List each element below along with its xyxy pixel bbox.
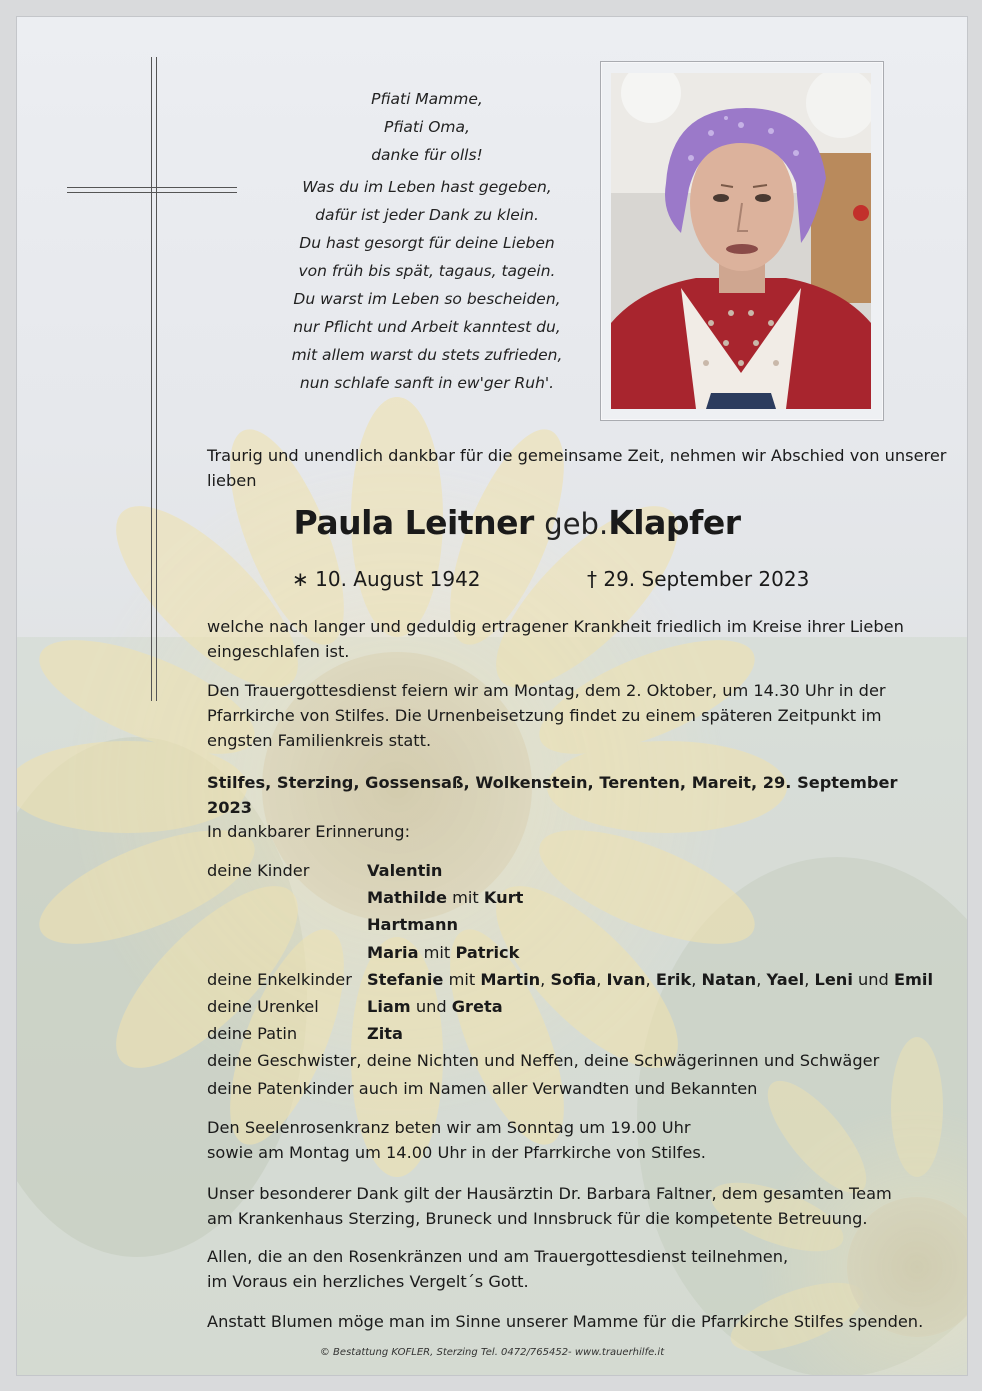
family-member: Yael xyxy=(766,969,805,989)
family-label: deine Patin xyxy=(207,1024,298,1044)
thanks-line: am Krankenhaus Sterzing, Bruneck und Innsbruck für die kompetente Betreuung. xyxy=(207,1209,868,1228)
poem-stanza-1 xyxy=(267,85,587,169)
places-date: Stilfes, Sterzing, Gossensaß, Wolkenstein, Terenten, Mareit, 29. September 2023 xyxy=(207,773,898,817)
rosary-line: Den Seelenrosenkranz beten wir am Sonntag um 19.00 Uhr xyxy=(207,1118,691,1137)
family-row-enkel xyxy=(207,966,947,993)
family-member: Sofia xyxy=(550,969,597,989)
family-label: deine Urenkel xyxy=(207,996,319,1016)
family-row-kinder xyxy=(207,857,947,884)
family-row xyxy=(207,911,947,938)
poem-line: Du warst im Leben so bescheiden, xyxy=(293,290,561,308)
poem xyxy=(267,85,587,401)
cross-vertical-bar xyxy=(151,57,157,701)
maiden-prefix: geb. xyxy=(544,507,609,541)
vergelts-line: Allen, die an den Rosenkränzen und am Trauergottesdienst teilnehmen, xyxy=(207,1247,789,1266)
vergelts-text xyxy=(207,1244,947,1294)
family-connector: , xyxy=(756,969,762,989)
family-connector: , xyxy=(540,969,546,989)
rosary-text xyxy=(207,1115,947,1165)
poem-line: von früh bis spät, tagaus, tagein. xyxy=(298,262,556,280)
family-member: Leni xyxy=(814,969,853,989)
family-text: deine Patenkinder auch im Namen aller Verwandten und Bekannten xyxy=(207,1078,758,1098)
footer-credit: © Bestattung KOFLER, Sterzing Tel. 0472/765452- www.trauerhilfe.it xyxy=(319,1347,665,1358)
family-connector: mit xyxy=(448,969,476,989)
family-row-patenkinder xyxy=(207,1075,947,1102)
family-member: Kurt xyxy=(483,888,524,908)
family-row xyxy=(207,939,947,966)
family-row-geschwister xyxy=(207,1047,947,1074)
family-connector: und xyxy=(858,969,889,989)
poem-line: danke für olls! xyxy=(371,146,483,164)
family-list xyxy=(207,857,947,1102)
poem-line: Was du im Leben hast gegeben, xyxy=(302,178,552,196)
birth-date: ∗ 10. August 1942 xyxy=(292,567,481,591)
thanks-line: Unser besonderer Dank gilt der Hausärztin Dr. Barbara Faltner, dem gesamten Team xyxy=(207,1184,892,1203)
family-connector: , xyxy=(645,969,651,989)
family-connector: und xyxy=(415,996,447,1016)
portrait-photo xyxy=(611,73,871,409)
poem-line: Pfiati Mamme, xyxy=(371,90,483,108)
family-member: Greta xyxy=(451,996,503,1016)
family-row-patin xyxy=(207,1020,947,1047)
family-connector: , xyxy=(596,969,602,989)
family-member: Mathilde xyxy=(367,888,447,908)
family-member: Valentin xyxy=(367,861,443,880)
intro-text: Traurig und unendlich dankbar für die gemeinsame Zeit, nehmen wir Abschied von unserer lieben xyxy=(207,446,947,490)
family-connector: mit xyxy=(423,942,451,962)
family-label: deine Kinder xyxy=(207,861,310,880)
family-member: Stefanie xyxy=(367,969,444,989)
family-member: Ivan xyxy=(606,969,646,989)
family-member: Hartmann xyxy=(367,915,459,935)
family-connector: , xyxy=(691,969,697,989)
family-row xyxy=(207,884,947,911)
poem-line: Pfiati Oma, xyxy=(384,118,470,136)
deceased-full-name: Paula Leitner xyxy=(293,503,534,542)
death-date: † 29. September 2023 xyxy=(587,567,810,591)
family-member: Erik xyxy=(655,969,692,989)
obituary-page xyxy=(16,16,968,1376)
maiden-name: Klapfer xyxy=(608,503,741,542)
poem-line: mit allem warst du stets zufrieden, xyxy=(291,346,563,364)
family-member: Natan xyxy=(701,969,757,989)
family-connector: mit xyxy=(452,888,479,908)
poem-line: dafür ist jeder Dank zu klein. xyxy=(315,206,539,224)
poem-line: nur Pflicht und Arbeit kanntest du, xyxy=(293,318,561,336)
family-text: deine Geschwister, deine Nichten und Neffen, deine Schwägerinnen und Schwäger xyxy=(207,1051,880,1071)
family-connector: , xyxy=(804,969,810,989)
flowers-text: Anstatt Blumen möge man im Sinne unserer Mamme für die Pfarrkirche Stilfes spenden. xyxy=(207,1312,924,1331)
poem-line: Du hast gesorgt für deine Lieben xyxy=(299,234,555,252)
family-member: Patrick xyxy=(455,942,520,962)
vergelts-line: im Voraus ein herzliches Vergelt´s Gott. xyxy=(207,1272,529,1291)
memory-heading: In dankbarer Erinnerung: xyxy=(207,822,411,841)
rosary-line: sowie am Montag um 14.00 Uhr in der Pfarrkirche von Stilfes. xyxy=(207,1143,706,1162)
poem-stanza-2 xyxy=(267,173,587,397)
deceased-name xyxy=(207,503,827,542)
family-row-urenkel xyxy=(207,993,947,1020)
portrait-frame xyxy=(600,61,884,421)
family-member: Zita xyxy=(367,1024,403,1044)
service-text: Den Trauergottesdienst feiern wir am Montag, dem 2. Oktober, um 14.30 Uhr in der Pfarrkirche von Stilfes. Die Urnenbeisetzung findet zu einem späteren Zeitpunkt im engsten Familienkreis statt. xyxy=(207,681,886,750)
family-member: Maria xyxy=(367,942,419,962)
cross-horizontal-bar xyxy=(67,187,237,193)
family-member: Liam xyxy=(367,996,411,1016)
family-member: Martin xyxy=(480,969,541,989)
poem-line: nun schlafe sanft in ew'ger Ruh'. xyxy=(299,374,555,392)
passage-text: welche nach langer und geduldig ertragener Krankheit friedlich im Kreise ihrer Lieben eingeschlafen ist. xyxy=(207,617,904,661)
family-label: deine Enkelkinder xyxy=(207,969,352,989)
thanks-text xyxy=(207,1181,947,1231)
family-member: Emil xyxy=(893,969,934,989)
